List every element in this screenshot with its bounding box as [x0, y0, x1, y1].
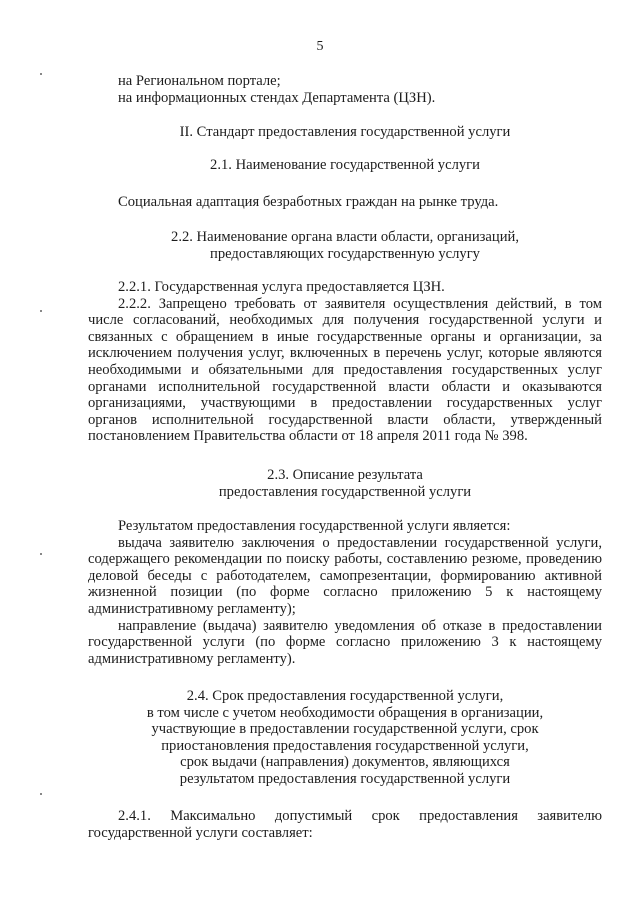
- s24-heading-line: 2.4. Срок предоставления государственной услуги,: [186, 688, 504, 704]
- intro-line: на Региональном портале;: [118, 73, 281, 89]
- s21-heading: 2.1. Наименование государственной услуги: [210, 157, 480, 173]
- scan-speck: [40, 73, 42, 75]
- p222-line: организациями, участвующими в предоставлении государственных услуг: [88, 395, 602, 412]
- s23-body: [88, 518, 602, 667]
- s24-heading-line: приостановления предоставления государственной услуги,: [161, 737, 529, 754]
- p241-line: 2.4.1. Максимально допустимый срок предоставления заявителю: [118, 808, 602, 824]
- s23-item1-line: выдача заявителю заключения о предоставлении государственной услуги,: [118, 534, 602, 551]
- s22-heading: [88, 229, 602, 262]
- p222-line: необходимыми и обязательными для предоставления государственных услуг: [88, 361, 602, 378]
- scan-speck: [40, 553, 42, 555]
- intro-line: на информационных стендах Департамента (ЦЗН).: [118, 89, 436, 106]
- p222-line: исключением получения услуг, включенных в перечень услуг, которые являются: [88, 345, 602, 362]
- p222-line: связанных с обращением в иные государственные органы и организации, за: [88, 328, 602, 345]
- s23-heading: [88, 467, 602, 500]
- p241-block: [88, 808, 602, 841]
- s23-item2-line: направление (выдача) заявителю уведомления об отказе в предоставлении: [118, 617, 602, 634]
- section-title: II. Стандарт предоставления государственной услуги: [179, 124, 511, 140]
- p222-line: числе согласований, необходимых для получения государственной услуги и: [88, 312, 602, 329]
- scan-speck: [40, 310, 42, 312]
- s23-item1-line: административному регламенту);: [88, 600, 296, 617]
- p222-line: органами исполнительной государственной власти области и оказываются: [88, 378, 602, 395]
- s21-text: Социальная адаптация безработных граждан на рынке труда.: [118, 194, 499, 210]
- s23-item2-line: административному регламенту).: [88, 650, 296, 667]
- s24-heading-line: результатом предоставления государственной услуги: [179, 770, 511, 787]
- s24-heading-line: срок выдачи (направления) документов, являющихся: [180, 754, 510, 771]
- p222-line: постановлением Правительства области от 18 апреля 2011 года № 398.: [88, 428, 528, 445]
- s23-item1-line: содержащего рекомендации по поиску работы, составлению резюме, проведению: [88, 551, 602, 568]
- s23-item1-line: жизненной позиции (по форме согласно приложению 5 к настоящему: [88, 584, 602, 601]
- intro-block: [88, 73, 602, 106]
- scan-speck: [40, 793, 42, 795]
- s24-heading: [88, 688, 602, 788]
- p241-line: государственной услуги составляет:: [88, 824, 313, 841]
- s23-heading-line: предоставления государственной услуги: [218, 483, 472, 500]
- s23-lead: Результатом предоставления государственной услуги является:: [118, 518, 511, 534]
- p221-text: 2.2.1. Государственная услуга предоставляется ЦЗН.: [118, 279, 445, 295]
- s23-heading-line: 2.3. Описание результата: [267, 467, 423, 483]
- s22-heading-line: предоставляющих государственную услугу: [210, 245, 480, 262]
- s23-item2-line: государственной услуги (по форме согласно приложению 3 к настоящему: [88, 634, 602, 651]
- s23-item1-line: деловой беседы с работодателем, самопрезентации, формированию активной: [88, 567, 602, 584]
- s24-heading-line: участвующие в предоставлении государственной услуги, срок: [151, 721, 539, 738]
- s22-paragraphs: [88, 279, 602, 445]
- p222-line: 2.2.2. Запрещено требовать от заявителя осуществления действий, в том: [118, 295, 602, 312]
- s22-heading-line: 2.2. Наименование органа власти области, организаций,: [171, 229, 519, 245]
- p222-line: органов исполнительной государственной власти области, утвержденный: [88, 411, 602, 428]
- s21-text-block: [88, 194, 602, 211]
- s24-heading-line: в том числе с учетом необходимости обращения в организации,: [146, 704, 544, 721]
- page-number: 5: [316, 39, 324, 54]
